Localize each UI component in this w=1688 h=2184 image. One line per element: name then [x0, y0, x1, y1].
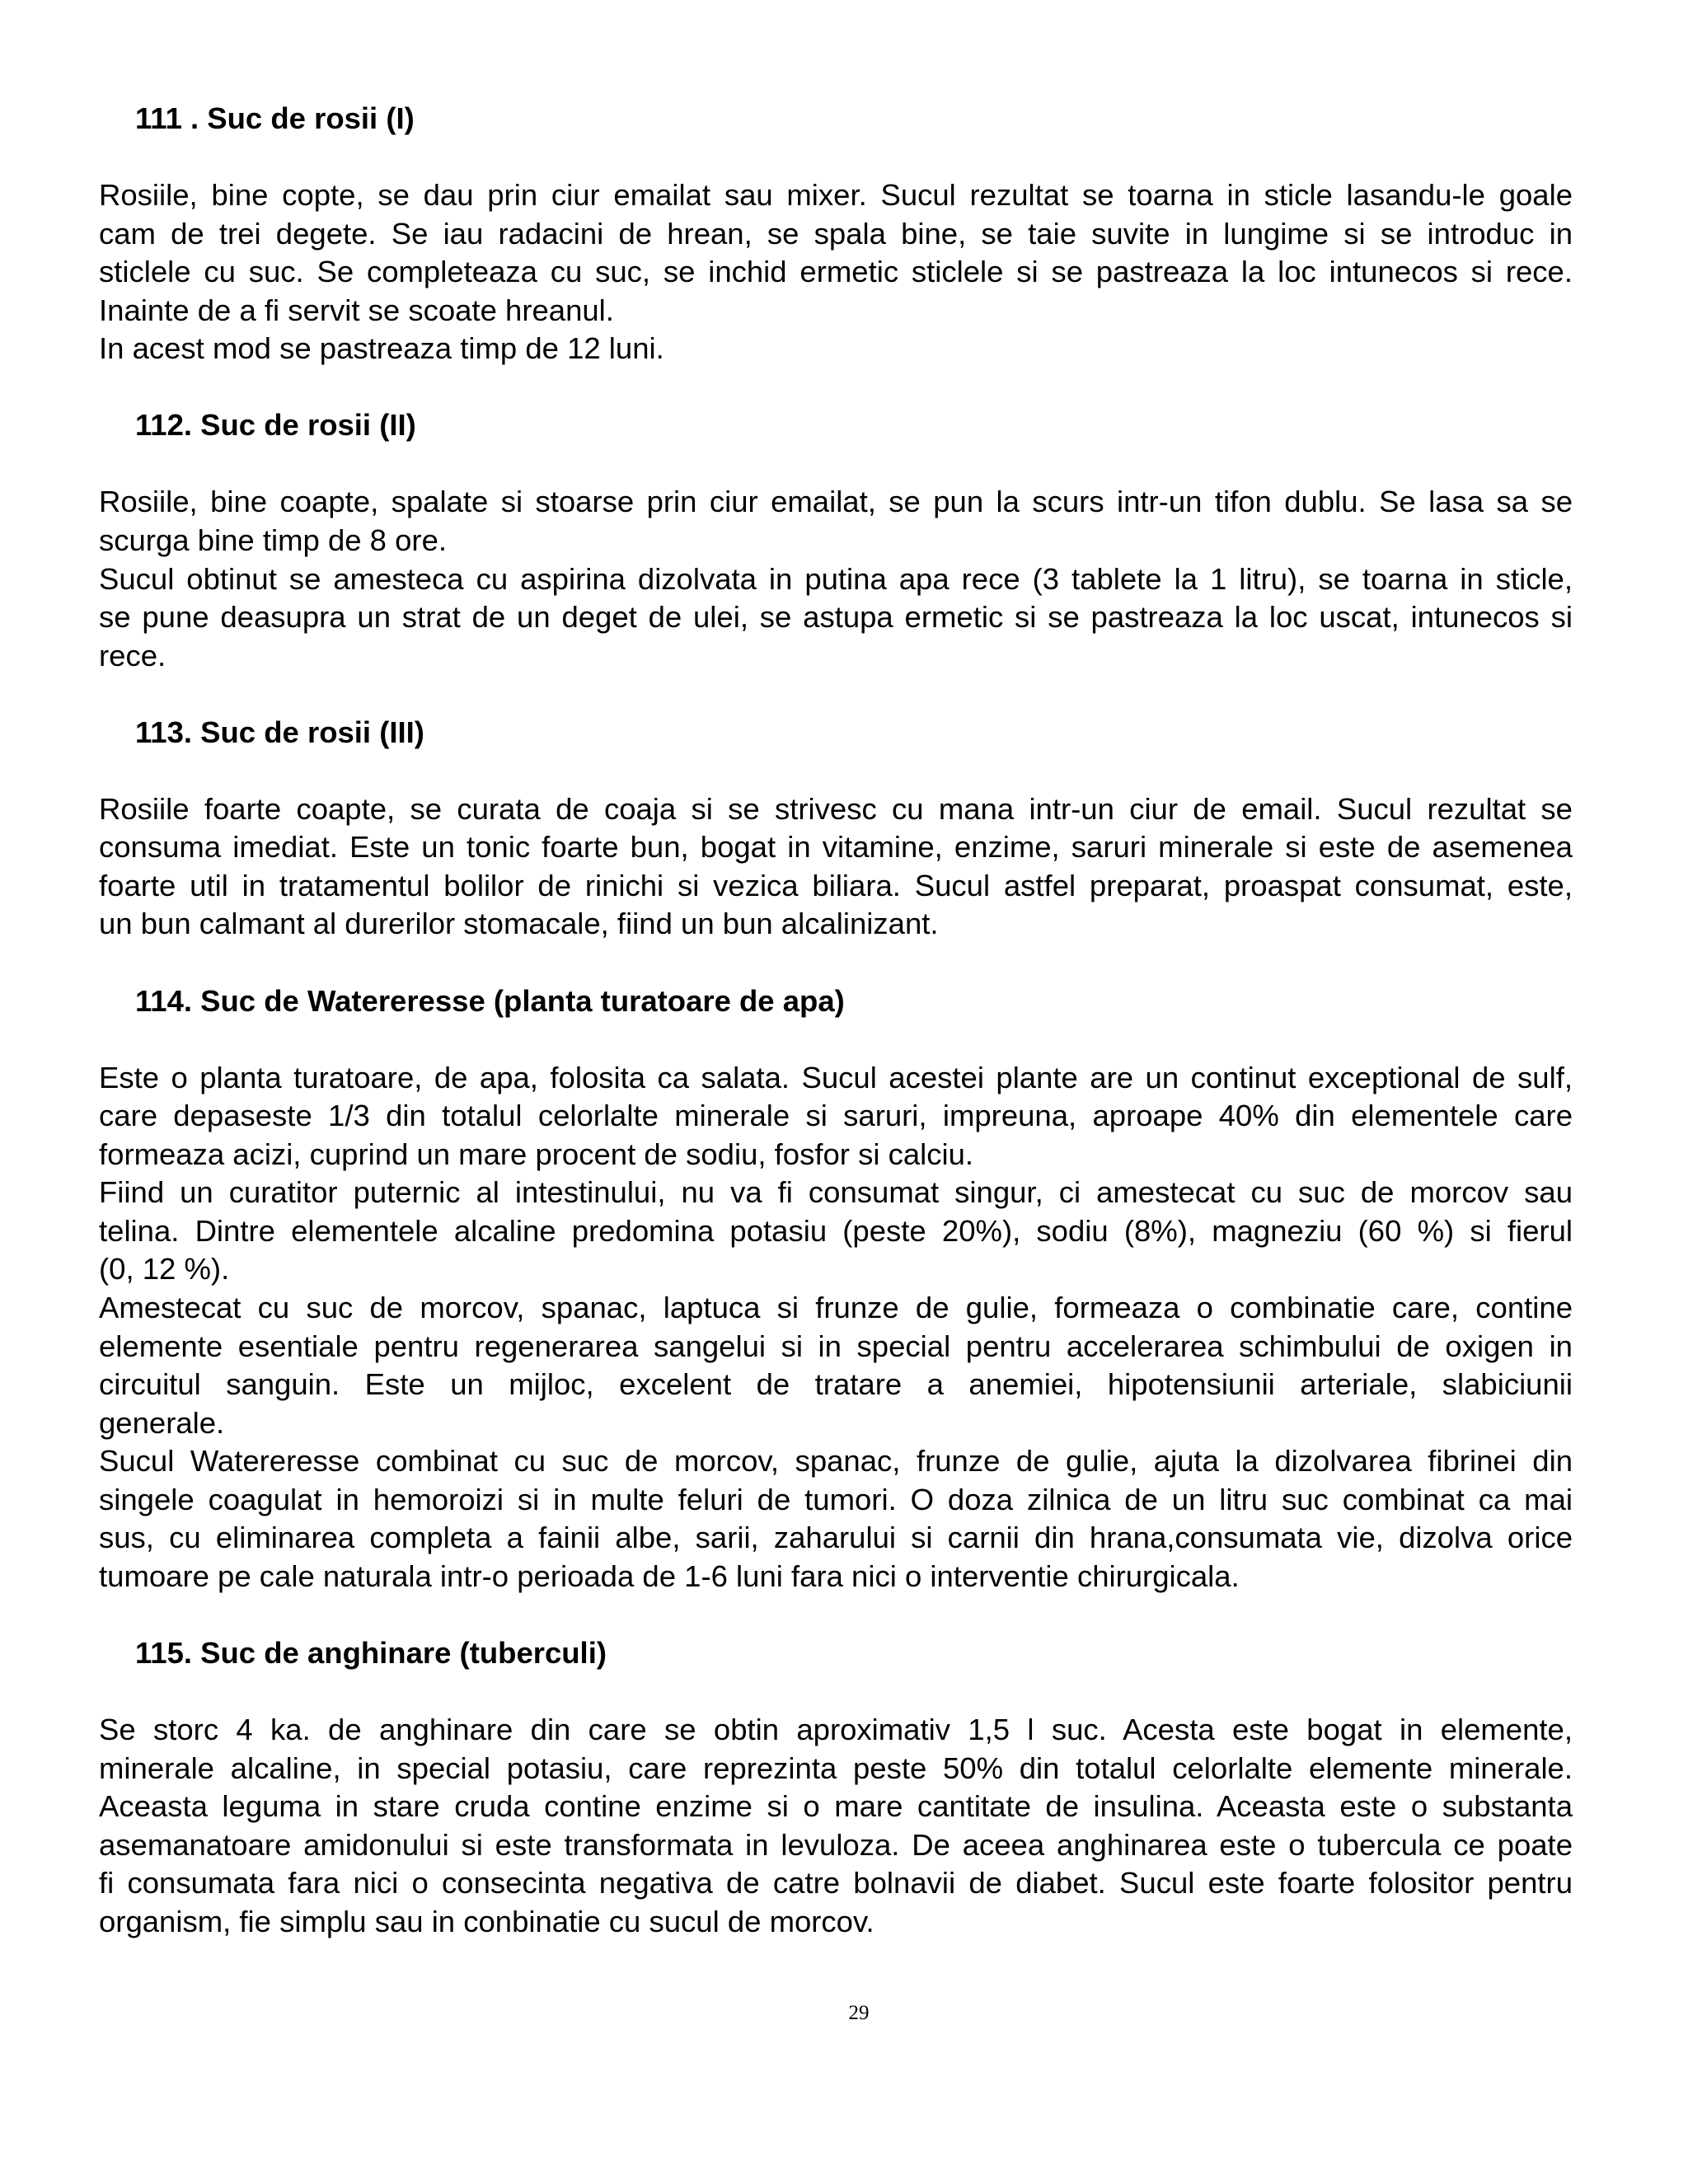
- text-line: cam de trei degete. Se iau radacini de hrean, se spala bine, se taie suvite in lungime si se introduc in: [99, 216, 1573, 251]
- text-line: un bun calmant al durerilor stomacale, fiind un bun alcalinizant.: [99, 907, 939, 941]
- paragraph: [99, 1289, 1573, 1442]
- text-line: organism, fie simplu sau in conbinatie cu sucul de morcov.: [99, 1904, 874, 1938]
- paragraph: [99, 483, 1573, 560]
- recipe-section-115: [99, 1634, 1573, 1941]
- text-line: generale.: [99, 1405, 225, 1440]
- paragraph: [99, 330, 1573, 368]
- text-line: Fiind un curatitor puternic al intestinului, nu va fi consumat singur, ci amestecat cu suc de morcov sau: [99, 1175, 1573, 1210]
- page-number: 29: [848, 2002, 870, 2024]
- recipe-section-111: [99, 100, 1573, 368]
- text-line: Sucul obtinut se amesteca cu aspirina dizolvata in putina apa rece (3 tablete la 1 litru), se toarna in sticle,: [99, 561, 1573, 596]
- text-line: Rosiile, bine coapte, spalate si stoarse prin ciur emailat, se pun la scurs intr-un tifon dublu. Se lasa sa se: [99, 485, 1573, 519]
- text-line: consuma imediat. Este un tonic foarte bun, bogat in vitamine, enzime, saruri minerale si este de asemenea: [99, 830, 1573, 865]
- paragraph: [99, 1174, 1573, 1289]
- text-line: scurga bine timp de 8 ore.: [99, 523, 448, 558]
- paragraph: [99, 790, 1573, 944]
- document-page: [99, 100, 1573, 1980]
- section-heading: 114. Suc de Watereresse (planta turatoare de apa): [135, 983, 845, 1018]
- text-line: singele coagulat in hemoroizi si in multe feluri de tumori. O doza zilnica de un litru suc combinat ca mai: [99, 1482, 1573, 1516]
- paragraph: [99, 176, 1573, 330]
- text-line: Rosiile foarte coapte, se curata de coaja si se strivesc cu mana intr-un ciur de email. Sucul rezultat se: [99, 791, 1573, 826]
- text-line: Sucul Watereresse combinat cu suc de morcov, spanac, frunze de gulie, ajuta la dizolvarea fibrinei din: [99, 1444, 1573, 1479]
- text-line: In acest mod se pastreaza timp de 12 luni.: [99, 331, 664, 366]
- text-line: elemente esentiale pentru regenerarea sangelui si in special pentru accelerarea schimbului de oxigen in: [99, 1329, 1573, 1363]
- text-line: sus, cu eliminarea completa a fainii albe, sarii, zaharului si carnii din hrana,consumata vie, dizolva orice: [99, 1521, 1573, 1555]
- section-heading: 113. Suc de rosii (III): [135, 715, 424, 749]
- recipe-section-114: [99, 982, 1573, 1596]
- section-heading: 112. Suc de rosii (II): [135, 408, 416, 443]
- text-line: Se storc 4 ka. de anghinare din care se obtin aproximativ 1,5 l suc. Acesta este bogat in elemente,: [99, 1712, 1573, 1746]
- text-line: sticlele cu suc. Se completeaza cu suc, se inchid ermetic sticlele si se pastreaza la loc intunecos si rece.: [99, 255, 1573, 289]
- recipe-section-113: [99, 714, 1573, 944]
- paragraph: [99, 1711, 1573, 1941]
- text-line: care depaseste 1/3 din totalul celorlalte minerale si saruri, impreuna, aproape 40% din elementele care: [99, 1099, 1573, 1133]
- text-line: Este o planta turatoare, de apa, folosita ca salata. Sucul acestei plante are un continut exceptional de sulf,: [99, 1060, 1573, 1094]
- section-heading: 115. Suc de anghinare (tuberculi): [135, 1635, 607, 1670]
- text-line: asemanatoare amidonului si este transformata in levuloza. De aceea anghinarea este o tubercula ce poate: [99, 1827, 1573, 1862]
- text-line: Amestecat cu suc de morcov, spanac, laptuca si frunze de gulie, formeaza o combinatie care, contine: [99, 1290, 1573, 1324]
- text-line: tumoare pe cale naturala intr-o perioada de 1-6 luni fara nici o interventie chirurgicala.: [99, 1558, 1240, 1593]
- section-heading: 111 . Suc de rosii (I): [135, 101, 415, 135]
- text-line: se pune deasupra un strat de un deget de ulei, se astupa ermetic si se pastreaza la loc uscat, intunecos si: [99, 600, 1573, 635]
- text-line: (0, 12 %).: [99, 1252, 230, 1286]
- text-line: formeaza acizi, cuprind un mare procent de sodiu, fosfor si calciu.: [99, 1137, 974, 1171]
- text-line: Rosiile, bine copte, se dau prin ciur emailat sau mixer. Sucul rezultat se toarna in sticle lasandu-le goale: [99, 178, 1573, 213]
- text-line: fi consumata fara nici o consecinta negativa de catre bolnavii de diabet. Sucul este foarte folositor pentru: [99, 1866, 1573, 1900]
- text-line: Inainte de a fi servit se scoate hreanul.: [99, 293, 614, 327]
- paragraph: [99, 560, 1573, 676]
- paragraph: [99, 1442, 1573, 1596]
- text-line: foarte util in tratamentul bolilor de rinichi si vezica biliara. Sucul astfel preparat, proaspat consumat, este,: [99, 868, 1573, 902]
- paragraph: [99, 1059, 1573, 1174]
- text-line: rece.: [99, 638, 166, 673]
- text-line: circuitul sanguin. Este un mijloc, excelent de tratare a anemiei, hipotensiunii arteriale, slabiciunii: [99, 1367, 1573, 1402]
- text-line: telina. Dintre elementele alcaline predomina potasiu (peste 20%), sodiu (8%), magneziu (60 %) si fierul: [99, 1213, 1573, 1248]
- text-line: Aceasta leguma in stare cruda contine enzime si o mare cantitate de insulina. Aceasta este o substanta: [99, 1789, 1573, 1824]
- recipe-section-112: [99, 406, 1573, 675]
- text-line: minerale alcaline, in special potasiu, care reprezinta peste 50% din totalul celorlalte elemente minerale.: [99, 1750, 1573, 1785]
